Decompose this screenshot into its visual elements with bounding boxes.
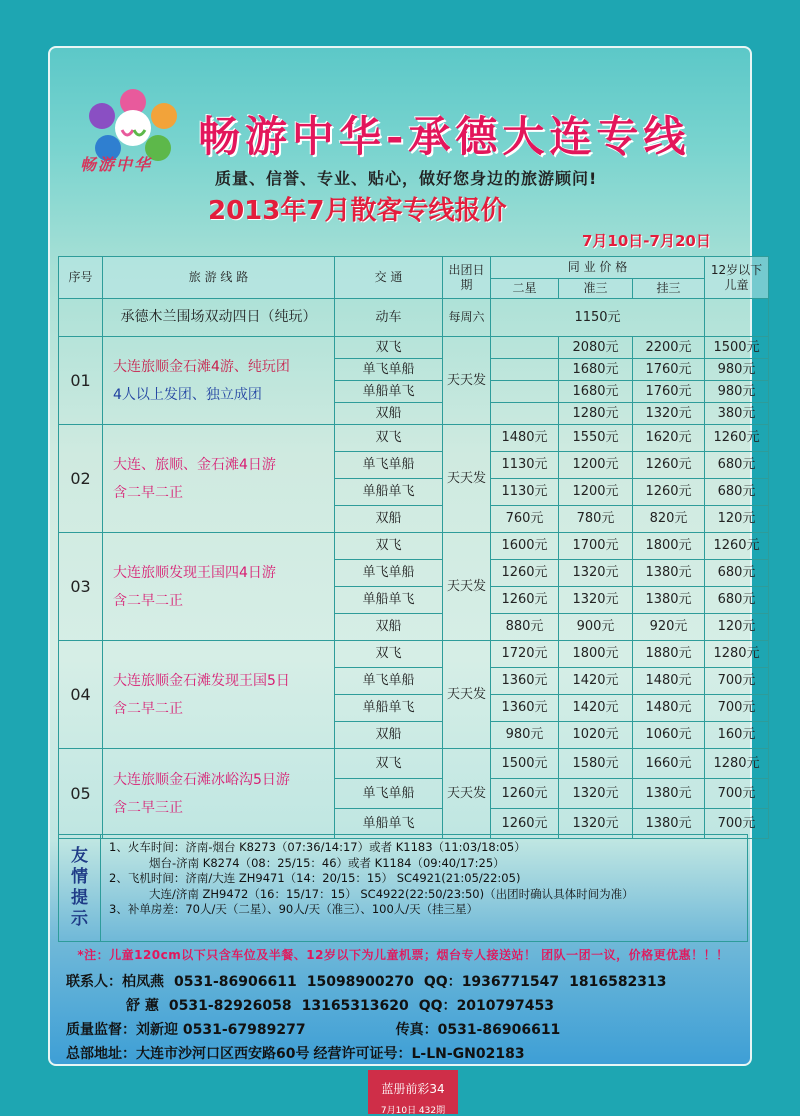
contact-2-phone: 0531-82926058 <box>168 998 292 1014</box>
special-departure: 每周六 <box>443 299 491 337</box>
contact-2-qq-label: QQ： <box>418 998 457 1014</box>
price-cell: 1200元 <box>559 479 633 506</box>
contact-row-1 <box>66 970 677 994</box>
transport-cell: 双船 <box>335 403 443 425</box>
price-cell: 1660元 <box>633 749 705 779</box>
contact-1-name: 柏凤燕 <box>122 974 164 990</box>
price-cell: 1600元 <box>491 533 559 560</box>
price-cell: 380元 <box>705 403 769 425</box>
header-two-star: 二星 <box>491 279 559 299</box>
warning-note: *注：儿童120cm以下只含车位及半餐、12岁以下为儿童机票；烟台专人接送站！ 团队一团一议，价格更优惠！！！ <box>77 948 729 962</box>
price-cell: 1480元 <box>491 425 559 452</box>
price-cell: 680元 <box>705 560 769 587</box>
route-groups <box>59 337 769 839</box>
price-cell: 1260元 <box>705 425 769 452</box>
poster <box>48 46 763 1066</box>
price-cell: 1480元 <box>633 695 705 722</box>
price-cell: 1260元 <box>491 809 559 839</box>
special-child <box>705 299 769 337</box>
price-cell: 1130元 <box>491 452 559 479</box>
special-seq <box>59 299 103 337</box>
price-cell <box>491 337 559 359</box>
price-cell: 1380元 <box>633 809 705 839</box>
price-cell: 1500元 <box>705 337 769 359</box>
group-number: 02 <box>59 425 103 533</box>
train-time-1: 1、火车时间：济南-烟台 K8273（07:36/14:17）或者 K1183（11:03/18:05） <box>109 840 526 854</box>
price-cell: 1320元 <box>559 560 633 587</box>
contact-2-mobile: 13165313620 <box>301 998 409 1014</box>
route-line-1: 大连旅顺发现王国四4日游 <box>113 564 276 581</box>
issue-number: 7月10日 432期 <box>380 1106 446 1116</box>
route-line-1: 大连旅顺金石滩4游、纯玩团 <box>113 358 290 375</box>
price-cell: 1800元 <box>633 533 705 560</box>
tips-body <box>101 835 747 941</box>
price-cell <box>491 359 559 381</box>
price-cell: 1420元 <box>559 668 633 695</box>
price-cell: 1320元 <box>559 779 633 809</box>
price-cell: 980元 <box>705 381 769 403</box>
contact-label: 联系人： <box>66 974 122 990</box>
transport-cell: 单船单飞 <box>335 479 443 506</box>
departure-cell: 天天发 <box>443 337 491 425</box>
price-cell: 1880元 <box>633 641 705 668</box>
price-cell: 1550元 <box>559 425 633 452</box>
transport-cell: 双飞 <box>335 533 443 560</box>
price-cell: 680元 <box>705 452 769 479</box>
price-cell: 1700元 <box>559 533 633 560</box>
supervisor-value: 刘新迎 0531-67989277 <box>136 1022 306 1038</box>
header-departure: 出团日期 <box>443 257 491 299</box>
price-cell: 1680元 <box>559 381 633 403</box>
price-cell: 820元 <box>633 506 705 533</box>
price-cell: 1380元 <box>633 560 705 587</box>
price-cell: 1280元 <box>559 403 633 425</box>
route-name <box>103 425 335 533</box>
price-cell: 1020元 <box>559 722 633 749</box>
price-cell: 1060元 <box>633 722 705 749</box>
route-line-2: 含二早三正 <box>113 799 183 816</box>
price-cell: 1380元 <box>633 587 705 614</box>
price-row <box>59 533 769 560</box>
transport-cell: 双飞 <box>335 337 443 359</box>
departure-cell: 天天发 <box>443 425 491 533</box>
price-cell: 1360元 <box>491 695 559 722</box>
address-label: 总部地址： <box>66 1046 136 1062</box>
contact-1-qq: 1936771547 <box>461 974 560 990</box>
price-cell: 700元 <box>705 668 769 695</box>
route-name <box>103 337 335 425</box>
price-cell: 1260元 <box>491 587 559 614</box>
contact-1-phone: 0531-86906611 <box>174 974 297 990</box>
route-line-2: 4人以上发团、独立成团 <box>113 386 262 403</box>
price-cell: 680元 <box>705 587 769 614</box>
price-cell: 1320元 <box>559 587 633 614</box>
price-cell: 900元 <box>559 614 633 641</box>
transport-cell: 双船 <box>335 722 443 749</box>
price-cell: 1130元 <box>491 479 559 506</box>
supervisor-row <box>66 1018 677 1042</box>
transport-cell: 单船单飞 <box>335 381 443 403</box>
price-row <box>59 337 769 359</box>
transport-cell: 单飞单船 <box>335 359 443 381</box>
price-cell: 1580元 <box>559 749 633 779</box>
route-line-2: 含二早二正 <box>113 700 183 717</box>
license-label: 经营许可证号： <box>313 1046 412 1062</box>
price-cell: 760元 <box>491 506 559 533</box>
slogan: 质量、信誉、专业、贴心，做好您身边的旅游顾问! <box>215 169 598 188</box>
price-table <box>58 256 769 839</box>
transport-cell: 单飞单船 <box>335 560 443 587</box>
price-subtitle: 2013年7月散客专线报价 <box>208 196 507 226</box>
contacts <box>66 970 677 1066</box>
transport-cell: 单船单飞 <box>335 809 443 839</box>
supervisor-label: 质量监督： <box>66 1022 136 1038</box>
price-cell: 1260元 <box>633 452 705 479</box>
route-line-1: 大连旅顺金石滩发现王国5日 <box>113 672 290 689</box>
price-cell: 1320元 <box>633 403 705 425</box>
special-transport: 动车 <box>335 299 443 337</box>
transport-cell: 双飞 <box>335 641 443 668</box>
price-cell: 920元 <box>633 614 705 641</box>
contact-2-name: 舒 蕙 <box>126 998 159 1014</box>
price-cell: 1260元 <box>491 560 559 587</box>
special-price: 1150元 <box>491 299 705 337</box>
route-line-1: 大连旅顺金石滩冰峪沟5日游 <box>113 771 290 788</box>
price-cell: 1260元 <box>491 779 559 809</box>
price-cell: 120元 <box>705 506 769 533</box>
license-value: L-LN-GN02183 <box>411 1046 525 1062</box>
price-cell: 780元 <box>559 506 633 533</box>
header-seq: 序号 <box>59 257 103 299</box>
price-cell: 1800元 <box>559 641 633 668</box>
price-cell: 2200元 <box>633 337 705 359</box>
fax-label: 传真： <box>395 1022 438 1038</box>
price-cell: 1260元 <box>705 533 769 560</box>
address-row <box>66 1042 677 1066</box>
header-route: 旅 游 线 路 <box>103 257 335 299</box>
price-cell: 1760元 <box>633 359 705 381</box>
tips-box <box>58 834 748 942</box>
room-surcharge: 3、补单房差：70人/天（二星）、90人/天（准三）、100人/天（挂三星） <box>109 902 479 916</box>
price-cell: 1200元 <box>559 452 633 479</box>
departure-cell: 天天发 <box>443 749 491 839</box>
price-row <box>59 641 769 668</box>
transport-cell: 双船 <box>335 506 443 533</box>
price-cell: 980元 <box>491 722 559 749</box>
page-number: 蓝册前彩34 <box>381 1082 445 1096</box>
contact-1-qq-label: QQ： <box>423 974 462 990</box>
transport-cell: 单飞单船 <box>335 452 443 479</box>
price-cell: 1760元 <box>633 381 705 403</box>
transport-cell: 单船单飞 <box>335 695 443 722</box>
price-cell: 1360元 <box>491 668 559 695</box>
transport-cell: 单飞单船 <box>335 668 443 695</box>
header-quasi-three: 准三 <box>559 279 633 299</box>
departure-cell: 天天发 <box>443 641 491 749</box>
price-cell: 1280元 <box>705 641 769 668</box>
price-cell: 2080元 <box>559 337 633 359</box>
price-cell: 1680元 <box>559 359 633 381</box>
route-name <box>103 641 335 749</box>
transport-cell: 单船单飞 <box>335 587 443 614</box>
logo-text: 畅游中华 <box>80 155 153 174</box>
price-cell <box>491 381 559 403</box>
price-cell: 1720元 <box>491 641 559 668</box>
contact-2-qq: 2010797453 <box>456 998 554 1014</box>
page-footer <box>368 1070 458 1114</box>
price-cell: 1620元 <box>633 425 705 452</box>
price-cell: 680元 <box>705 479 769 506</box>
departure-cell: 天天发 <box>443 533 491 641</box>
transport-cell: 双飞 <box>335 425 443 452</box>
address-value: 大连市沙河口区西安路60号 <box>136 1046 310 1062</box>
price-cell: 880元 <box>491 614 559 641</box>
price-cell: 1420元 <box>559 695 633 722</box>
contact-1-qq2: 1816582313 <box>569 974 667 990</box>
fax-value: 0531-86906611 <box>437 1022 561 1038</box>
price-cell: 1380元 <box>633 779 705 809</box>
special-route: 承德木兰围场双动四日（纯玩） <box>103 299 335 337</box>
header-listed-three: 挂三 <box>633 279 705 299</box>
group-number: 01 <box>59 337 103 425</box>
price-row <box>59 425 769 452</box>
price-cell: 160元 <box>705 722 769 749</box>
transport-cell: 单飞单船 <box>335 779 443 809</box>
transport-cell: 双飞 <box>335 749 443 779</box>
date-range: 7月10日-7月20日 <box>582 232 711 250</box>
flight-time-2: 大连/济南 ZH9472（16：15/17：15） SC4922(22:50/23:50)（出团时确认具体时间为准） <box>149 886 634 901</box>
group-number: 05 <box>59 749 103 839</box>
group-number: 04 <box>59 641 103 749</box>
header-price-group: 同 业 价 格 <box>491 257 705 279</box>
train-time-2: 烟台-济南 K8274（08：25/15：46）或者 K1184（09:40/17:25） <box>149 855 505 870</box>
price-cell: 1500元 <box>491 749 559 779</box>
route-line-2: 含二早二正 <box>113 484 183 501</box>
transport-cell: 双船 <box>335 614 443 641</box>
price-cell: 700元 <box>705 779 769 809</box>
route-line-1: 大连、旅顺、金石滩4日游 <box>113 456 276 473</box>
price-cell: 980元 <box>705 359 769 381</box>
price-cell: 1260元 <box>633 479 705 506</box>
price-cell <box>491 403 559 425</box>
price-cell: 1480元 <box>633 668 705 695</box>
price-cell: 700元 <box>705 809 769 839</box>
group-number: 03 <box>59 533 103 641</box>
price-cell: 1320元 <box>559 809 633 839</box>
header-transport: 交 通 <box>335 257 443 299</box>
route-name <box>103 749 335 839</box>
header-child: 12岁以下儿童 <box>705 257 769 299</box>
tips-label: 友情提示 <box>59 835 101 941</box>
price-row <box>59 749 769 779</box>
price-cell: 1280元 <box>705 749 769 779</box>
route-name <box>103 533 335 641</box>
page-title: 畅游中华-承德大连专线 <box>198 112 691 161</box>
flight-time-1: 2、飞机时间：济南/大连 ZH9471（14：20/15：15） SC4921(21:05/22:05) <box>109 871 521 885</box>
price-cell: 120元 <box>705 614 769 641</box>
contact-row-2 <box>66 994 677 1018</box>
route-line-2: 含二早二正 <box>113 592 183 609</box>
contact-1-mobile: 15098900270 <box>306 974 414 990</box>
price-cell: 700元 <box>705 695 769 722</box>
